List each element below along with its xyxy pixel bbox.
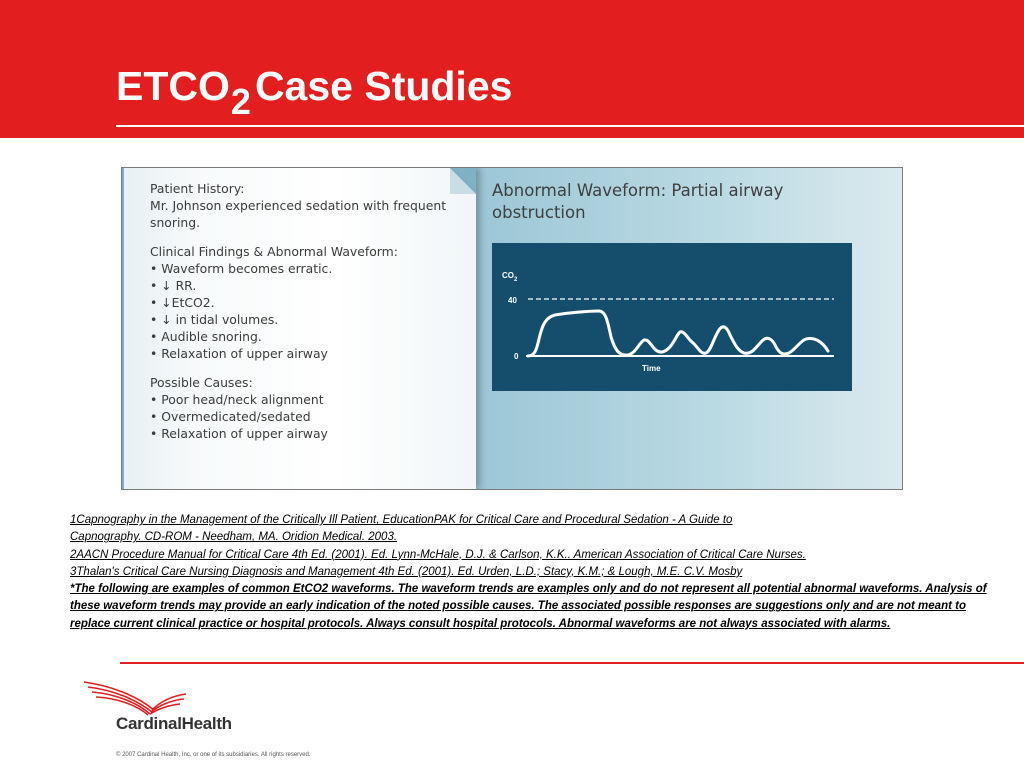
tick-label-0: 0 (514, 352, 519, 361)
findings-line: • Audible snoring. (150, 329, 262, 344)
waveform-title (492, 180, 832, 224)
waveform-disclaimer: *The following are examples of common EtCO2 waveforms. The waveform trends are examples only and do not represent all potential abnormal waveforms. Analysis of these waveform trends may provide an early indication of the noted possible causes. The associated possible responses are suggestions only and are not meant to replace current clinical practice or hospital protocols. Always consult hospital protocols. Abnormal waveforms are not always associated with alarms. (70, 583, 987, 630)
findings-line: • ↓ RR. (150, 278, 197, 293)
history-line: snoring. (150, 215, 201, 230)
patient-history-section (150, 180, 468, 231)
title-rest: Case Studies (254, 63, 513, 109)
clinical-findings-section (150, 243, 468, 362)
references-block (70, 512, 990, 633)
causes-line: • Poor head/neck alignment (150, 392, 324, 407)
findings-line: • Waveform becomes erratic. (150, 261, 333, 276)
co2-waveform-line (528, 311, 828, 356)
reference-1-cont: Capnography. CD-ROM - Needham, MA. Oridion Medical. 2003. (70, 531, 398, 544)
title-subscript: 2 (230, 81, 251, 122)
tick-label-40: 40 (508, 296, 517, 305)
copyright-notice: © 2007 Cardinal Health, Inc. or one of its subsidiaries. All rights reserved. (116, 752, 311, 758)
waveform-title-line: Abnormal Waveform: Partial airway (492, 181, 784, 200)
reference-2: 2AACN Procedure Manual for Critical Care 4th Ed. (2001). Ed. Lynn-McHale, D.J. & Carlson, K.K.. American Association of Critical Care Nurses. (70, 548, 806, 561)
reference-1: 1Capnography in the Management of the Critically Ill Patient, EducationPAK for Critical Care and Procedural Sedation - A Guide to (70, 514, 733, 526)
possible-causes-section (150, 374, 468, 442)
co2-waveform-chart (492, 243, 852, 391)
history-line: Patient History: (150, 181, 245, 196)
cardinal-health-wordmark: CardinalHealth (116, 714, 232, 733)
causes-line: Possible Causes: (150, 375, 253, 390)
patient-note-card (124, 168, 476, 489)
title-underline (116, 125, 1024, 127)
findings-line: • ↓EtCO2. (150, 295, 215, 310)
findings-line: Clinical Findings & Abnormal Waveform: (150, 244, 398, 259)
causes-line: • Overmedicated/sedated (150, 409, 311, 424)
reference-3: 3Thalan's Critical Care Nursing Diagnosis and Management 4th Ed. (2001). Ed. Urden, L.D.; Stacy, K.M.; & Lough, M.E. C.V. Mosby (70, 565, 743, 578)
waveform-title-line: obstruction (492, 203, 586, 222)
footer-divider (120, 662, 1024, 664)
findings-line: • Relaxation of upper airway (150, 346, 328, 361)
case-study-image (121, 167, 903, 490)
title-main: ETCO (116, 63, 230, 109)
header-banner (0, 0, 1024, 138)
waveform-svg (492, 243, 852, 391)
findings-line: • ↓ in tidal volumes. (150, 312, 279, 327)
y-axis-label: $CO_2$ (502, 271, 518, 283)
causes-line: • Relaxation of upper airway (150, 426, 328, 441)
page-title (116, 63, 513, 122)
history-line: Mr. Johnson experienced sedation with frequent (150, 198, 447, 213)
patient-note-text (150, 180, 468, 442)
x-axis-label: Time (642, 364, 661, 373)
